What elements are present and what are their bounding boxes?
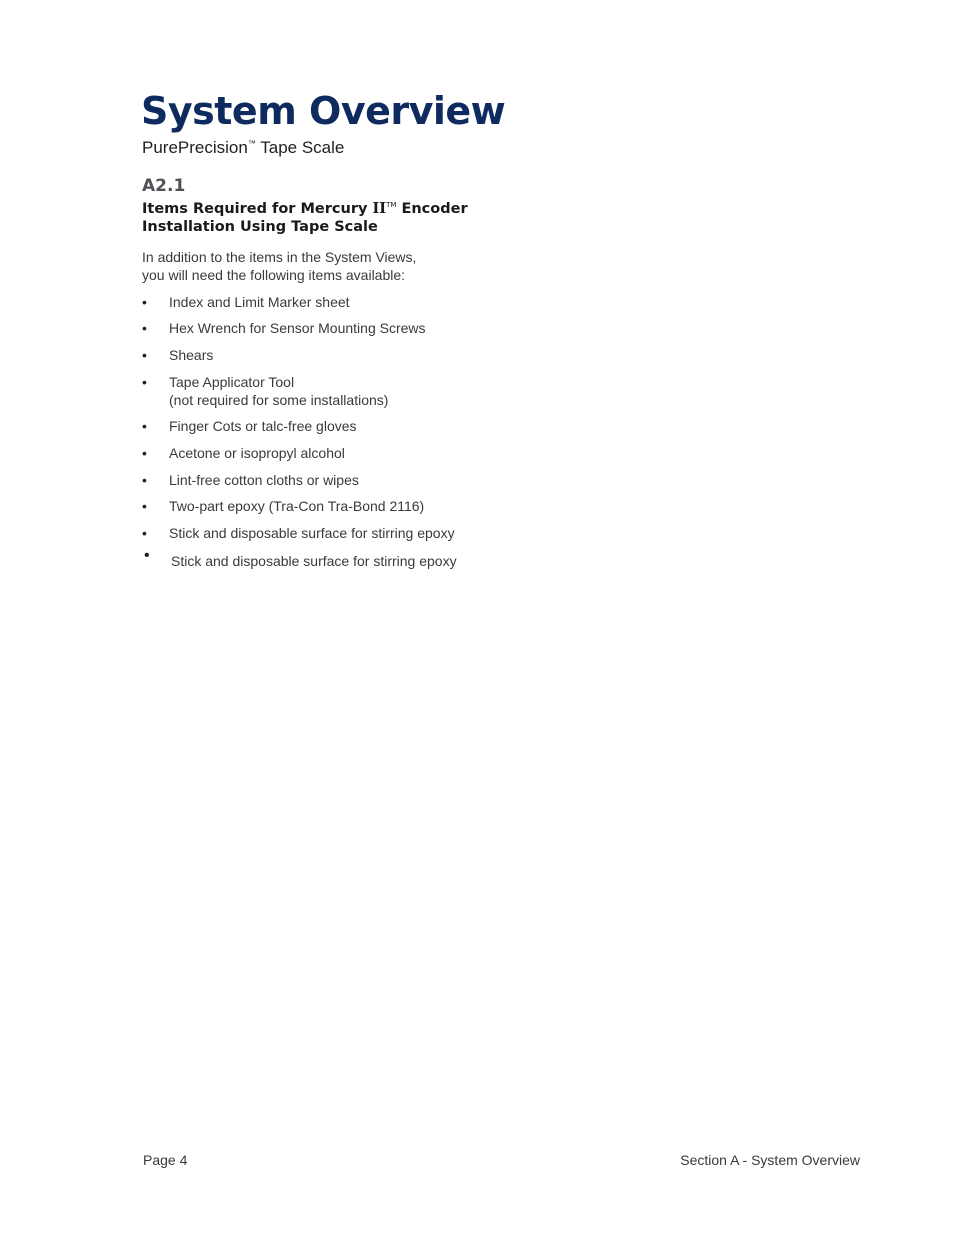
intro-line-2: you will need the following items available: — [142, 267, 406, 283]
section-heading-line-2: Installation Using Tape Scale — [142, 219, 378, 235]
heading-text-end: Encoder — [396, 201, 468, 217]
bullet-icon: • — [142, 472, 147, 488]
list-item-text: Two-part epoxy (Tra-Con Tra-Bond 2116) — [169, 498, 425, 514]
bullet-icon: • — [142, 320, 147, 336]
heading-numeral: II — [372, 200, 387, 217]
list-item-text: Lint-free cotton cloths or wipes — [169, 472, 359, 488]
subtitle-product: PurePrecision — [142, 138, 248, 157]
required-items-list — [142, 0, 542, 600]
list-item-text: Finger Cots or talc-free gloves — [169, 418, 357, 434]
bullet-icon: • — [142, 374, 147, 390]
bullet-icon: • — [142, 498, 147, 514]
intro-line-1: In addition to the items in the System Views, — [142, 249, 417, 265]
trademark-mark: ™ — [247, 139, 256, 148]
bullet-icon: • — [142, 445, 147, 461]
list-item-text: Index and Limit Marker sheet — [169, 294, 350, 310]
list-item-text: Stick and disposable surface for stirring epoxy — [171, 553, 457, 569]
heading-trademark: TM — [386, 201, 397, 209]
page-title: System Overview — [141, 89, 506, 133]
heading-text-start: Items Required for Mercury — [142, 201, 373, 217]
bullet-icon: • — [142, 418, 147, 434]
footer-section-label: Section A - System Overview — [680, 1152, 860, 1168]
section-number: A2.1 — [142, 176, 186, 196]
list-item-note: (not required for some installations) — [169, 392, 389, 408]
bullet-icon: • — [142, 294, 147, 310]
list-item-text: Hex Wrench for Sensor Mounting Screws — [169, 320, 426, 336]
bullet-icon: • — [144, 547, 150, 564]
bullet-icon: • — [142, 525, 147, 541]
footer-page-number: Page 4 — [143, 1152, 188, 1168]
subtitle-rest: Tape Scale — [255, 138, 345, 157]
bullet-icon: • — [142, 347, 147, 363]
list-item-text: Stick and disposable surface for stirring epoxy — [169, 525, 455, 541]
list-item-text: Tape Applicator Tool — [169, 374, 295, 390]
list-item-text: Shears — [169, 347, 214, 363]
list-item-text: Acetone or isopropyl alcohol — [169, 445, 345, 461]
